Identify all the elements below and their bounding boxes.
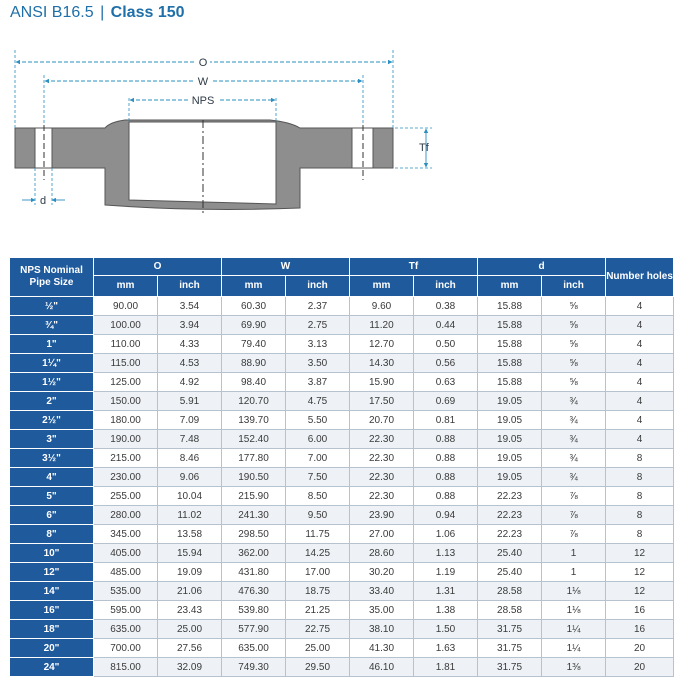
tf-inch-cell: 0.38: [414, 297, 478, 316]
w-mm-cell: 88.90: [222, 354, 286, 373]
tf-inch-cell: 1.19: [414, 563, 478, 582]
nps-cell: 5": [10, 487, 94, 506]
w-mm-cell: 69.90: [222, 316, 286, 335]
o-inch-cell: 7.48: [158, 430, 222, 449]
nps-cell: 18": [10, 620, 94, 639]
holes-cell: 12: [606, 563, 674, 582]
holes-cell: 8: [606, 506, 674, 525]
w-inch-cell: 14.25: [286, 544, 350, 563]
o-inch-cell: 3.54: [158, 297, 222, 316]
o-inch-cell: 4.53: [158, 354, 222, 373]
holes-cell: 8: [606, 468, 674, 487]
d-mm-cell: 19.05: [478, 430, 542, 449]
tf-inch-cell: 0.56: [414, 354, 478, 373]
o-inch-cell: 4.92: [158, 373, 222, 392]
w-inch-cell: 22.75: [286, 620, 350, 639]
w-mm-cell: 98.40: [222, 373, 286, 392]
o-inch-cell: 27.56: [158, 639, 222, 658]
w-mm-cell: 79.40: [222, 335, 286, 354]
holes-cell: 4: [606, 392, 674, 411]
tf-mm-cell: 9.60: [350, 297, 414, 316]
holes-cell: 8: [606, 449, 674, 468]
tf-mm-cell: 41.30: [350, 639, 414, 658]
d-mm-cell: 15.88: [478, 373, 542, 392]
d-inch-cell: ¾: [542, 411, 606, 430]
w-inch-cell: 21.25: [286, 601, 350, 620]
o-mm-cell: 635.00: [94, 620, 158, 639]
nps-cell: 24": [10, 658, 94, 677]
o-inch-cell: 9.06: [158, 468, 222, 487]
d-inch-cell: ¾: [542, 392, 606, 411]
o-mm-cell: 100.00: [94, 316, 158, 335]
tf-mm-cell: 27.00: [350, 525, 414, 544]
w-inch-cell: 11.75: [286, 525, 350, 544]
d-inch-cell: ¾: [542, 430, 606, 449]
o-mm-cell: 255.00: [94, 487, 158, 506]
d-inch-cell: 1⅜: [542, 658, 606, 677]
holes-cell: 4: [606, 411, 674, 430]
tf-inch-cell: 0.63: [414, 373, 478, 392]
tf-inch-cell: 0.88: [414, 468, 478, 487]
d-mm-cell: 15.88: [478, 316, 542, 335]
holes-cell: 12: [606, 582, 674, 601]
tf-mm-cell: 35.00: [350, 601, 414, 620]
nps-cell: 20": [10, 639, 94, 658]
o-inch-cell: 21.06: [158, 582, 222, 601]
d-mm-cell: 19.05: [478, 411, 542, 430]
tf-inch-cell: 1.06: [414, 525, 478, 544]
d-inch-cell: ⅝: [542, 335, 606, 354]
tf-mm-cell: 30.20: [350, 563, 414, 582]
holes-cell: 16: [606, 620, 674, 639]
tf-inch-cell: 1.13: [414, 544, 478, 563]
w-inch-cell: 5.50: [286, 411, 350, 430]
w-mm-cell: 139.70: [222, 411, 286, 430]
w-inch-cell: 29.50: [286, 658, 350, 677]
unit-header: mm: [222, 276, 286, 297]
tf-mm-cell: 23.90: [350, 506, 414, 525]
tf-inch-cell: 1.31: [414, 582, 478, 601]
holes-header: Number holes: [606, 258, 674, 297]
group-header-w: W: [222, 258, 350, 276]
w-mm-cell: 152.40: [222, 430, 286, 449]
tf-mm-cell: 28.60: [350, 544, 414, 563]
d-inch-cell: ⅞: [542, 525, 606, 544]
tf-mm-cell: 11.20: [350, 316, 414, 335]
nps-cell: 12": [10, 563, 94, 582]
d-inch-cell: ⅝: [542, 354, 606, 373]
unit-header: mm: [94, 276, 158, 297]
d-mm-cell: 22.23: [478, 506, 542, 525]
tf-mm-cell: 22.30: [350, 430, 414, 449]
table-row: [10, 487, 674, 506]
w-inch-cell: 3.87: [286, 373, 350, 392]
w-inch-cell: 2.37: [286, 297, 350, 316]
w-inch-cell: 9.50: [286, 506, 350, 525]
table-row: [10, 525, 674, 544]
o-mm-cell: 485.00: [94, 563, 158, 582]
table-row: [10, 449, 674, 468]
w-mm-cell: 241.30: [222, 506, 286, 525]
nps-cell: 1": [10, 335, 94, 354]
d-inch-cell: 1¼: [542, 639, 606, 658]
d-inch-cell: ¾: [542, 449, 606, 468]
table-row: [10, 620, 674, 639]
w-inch-cell: 4.75: [286, 392, 350, 411]
w-mm-cell: 539.80: [222, 601, 286, 620]
table-row: [10, 506, 674, 525]
w-inch-cell: 25.00: [286, 639, 350, 658]
tf-inch-cell: 1.50: [414, 620, 478, 639]
d-mm-cell: 25.40: [478, 563, 542, 582]
w-mm-cell: 635.00: [222, 639, 286, 658]
w-inch-cell: 7.50: [286, 468, 350, 487]
holes-cell: 4: [606, 316, 674, 335]
w-mm-cell: 120.70: [222, 392, 286, 411]
o-mm-cell: 190.00: [94, 430, 158, 449]
d-inch-cell: 1: [542, 544, 606, 563]
nps-cell: 2½": [10, 411, 94, 430]
table-row: [10, 335, 674, 354]
tf-mm-cell: 17.50: [350, 392, 414, 411]
o-mm-cell: 150.00: [94, 392, 158, 411]
holes-cell: 4: [606, 430, 674, 449]
d-mm-cell: 28.58: [478, 582, 542, 601]
holes-cell: 4: [606, 297, 674, 316]
o-inch-cell: 11.02: [158, 506, 222, 525]
o-mm-cell: 180.00: [94, 411, 158, 430]
d-mm-cell: 22.23: [478, 487, 542, 506]
tf-inch-cell: 1.81: [414, 658, 478, 677]
d-inch-cell: 1: [542, 563, 606, 582]
d-inch-cell: ⅝: [542, 373, 606, 392]
nps-cell: 6": [10, 506, 94, 525]
w-inch-cell: 2.75: [286, 316, 350, 335]
group-header-tf: Tf: [350, 258, 478, 276]
o-mm-cell: 535.00: [94, 582, 158, 601]
tf-mm-cell: 46.10: [350, 658, 414, 677]
table-row: [10, 354, 674, 373]
tf-mm-cell: 22.30: [350, 468, 414, 487]
nps-cell: 1¼": [10, 354, 94, 373]
w-mm-cell: 215.90: [222, 487, 286, 506]
nps-cell: ¾": [10, 316, 94, 335]
tf-mm-cell: 22.30: [350, 487, 414, 506]
nps-dimension-label: NPS: [191, 95, 215, 107]
w-mm-cell: 60.30: [222, 297, 286, 316]
holes-cell: 20: [606, 639, 674, 658]
tf-mm-cell: 12.70: [350, 335, 414, 354]
o-mm-cell: 215.00: [94, 449, 158, 468]
w-mm-cell: 298.50: [222, 525, 286, 544]
d-inch-cell: ⅞: [542, 506, 606, 525]
nps-cell: 3": [10, 430, 94, 449]
standard-label: ANSI B16.5: [10, 4, 94, 21]
unit-header: inch: [414, 276, 478, 297]
holes-cell: 8: [606, 525, 674, 544]
tf-inch-cell: 0.88: [414, 487, 478, 506]
w-mm-cell: 190.50: [222, 468, 286, 487]
d-inch-cell: 1¼: [542, 620, 606, 639]
d-mm-cell: 31.75: [478, 620, 542, 639]
group-header-d: d: [478, 258, 606, 276]
nps-cell: 8": [10, 525, 94, 544]
nps-cell: 2": [10, 392, 94, 411]
tf-dimension-label: Tf: [419, 142, 429, 154]
holes-cell: 4: [606, 335, 674, 354]
d-mm-cell: 15.88: [478, 354, 542, 373]
d-dimension-label: d: [40, 195, 47, 207]
d-mm-cell: 31.75: [478, 658, 542, 677]
table-row: [10, 563, 674, 582]
d-mm-cell: 22.23: [478, 525, 542, 544]
w-mm-cell: 577.90: [222, 620, 286, 639]
tf-mm-cell: 15.90: [350, 373, 414, 392]
tf-mm-cell: 22.30: [350, 449, 414, 468]
tf-inch-cell: 0.69: [414, 392, 478, 411]
tf-inch-cell: 0.81: [414, 411, 478, 430]
nps-cell: 14": [10, 582, 94, 601]
o-mm-cell: 230.00: [94, 468, 158, 487]
class-label: Class 150: [110, 4, 185, 21]
nps-cell: 4": [10, 468, 94, 487]
table-row: [10, 468, 674, 487]
w-mm-cell: 177.80: [222, 449, 286, 468]
table-row: [10, 316, 674, 335]
table-row: [10, 582, 674, 601]
unit-header: mm: [350, 276, 414, 297]
w-inch-cell: 18.75: [286, 582, 350, 601]
title-separator: |: [100, 4, 105, 21]
w-inch-cell: 3.13: [286, 335, 350, 354]
tf-inch-cell: 0.88: [414, 449, 478, 468]
o-inch-cell: 25.00: [158, 620, 222, 639]
tf-mm-cell: 38.10: [350, 620, 414, 639]
w-mm-cell: 431.80: [222, 563, 286, 582]
d-inch-cell: ⅞: [542, 487, 606, 506]
holes-cell: 8: [606, 487, 674, 506]
o-inch-cell: 15.94: [158, 544, 222, 563]
w-inch-cell: 3.50: [286, 354, 350, 373]
o-inch-cell: 19.09: [158, 563, 222, 582]
o-mm-cell: 345.00: [94, 525, 158, 544]
w-inch-cell: 8.50: [286, 487, 350, 506]
o-mm-cell: 110.00: [94, 335, 158, 354]
d-mm-cell: 19.05: [478, 392, 542, 411]
o-inch-cell: 3.94: [158, 316, 222, 335]
w-inch-cell: 17.00: [286, 563, 350, 582]
tf-mm-cell: 14.30: [350, 354, 414, 373]
o-inch-cell: 7.09: [158, 411, 222, 430]
o-mm-cell: 595.00: [94, 601, 158, 620]
o-inch-cell: 8.46: [158, 449, 222, 468]
nps-header: NPS Nominal Pipe Size: [10, 258, 94, 297]
o-inch-cell: 5.91: [158, 392, 222, 411]
w-mm-cell: 362.00: [222, 544, 286, 563]
o-mm-cell: 280.00: [94, 506, 158, 525]
d-inch-cell: ⅝: [542, 297, 606, 316]
o-dimension-label: O: [198, 57, 208, 69]
nps-cell: 1½": [10, 373, 94, 392]
o-inch-cell: 23.43: [158, 601, 222, 620]
d-mm-cell: 15.88: [478, 297, 542, 316]
tf-mm-cell: 20.70: [350, 411, 414, 430]
o-mm-cell: 125.00: [94, 373, 158, 392]
nps-cell: ½": [10, 297, 94, 316]
o-mm-cell: 815.00: [94, 658, 158, 677]
page-title: [10, 4, 185, 22]
o-inch-cell: 10.04: [158, 487, 222, 506]
table-row: [10, 430, 674, 449]
unit-header: mm: [478, 276, 542, 297]
o-inch-cell: 4.33: [158, 335, 222, 354]
tf-inch-cell: 0.88: [414, 430, 478, 449]
tf-mm-cell: 33.40: [350, 582, 414, 601]
unit-header: inch: [542, 276, 606, 297]
d-mm-cell: 25.40: [478, 544, 542, 563]
flange-diagram: [0, 30, 460, 220]
table-row: [10, 392, 674, 411]
tf-inch-cell: 0.50: [414, 335, 478, 354]
d-mm-cell: 19.05: [478, 449, 542, 468]
unit-header: inch: [286, 276, 350, 297]
o-mm-cell: 405.00: [94, 544, 158, 563]
d-mm-cell: 28.58: [478, 601, 542, 620]
table-row: [10, 411, 674, 430]
tf-inch-cell: 1.63: [414, 639, 478, 658]
holes-cell: 16: [606, 601, 674, 620]
table-row: [10, 601, 674, 620]
d-inch-cell: ¾: [542, 468, 606, 487]
w-mm-cell: 749.30: [222, 658, 286, 677]
o-mm-cell: 700.00: [94, 639, 158, 658]
d-inch-cell: ⅝: [542, 316, 606, 335]
w-mm-cell: 476.30: [222, 582, 286, 601]
holes-cell: 20: [606, 658, 674, 677]
d-inch-cell: 1⅛: [542, 601, 606, 620]
class150-dimensions-table: [9, 257, 674, 677]
d-inch-cell: 1⅛: [542, 582, 606, 601]
nps-cell: 3½": [10, 449, 94, 468]
tf-inch-cell: 0.44: [414, 316, 478, 335]
tf-inch-cell: 1.38: [414, 601, 478, 620]
d-mm-cell: 31.75: [478, 639, 542, 658]
group-header-o: O: [94, 258, 222, 276]
table-row: [10, 297, 674, 316]
holes-cell: 4: [606, 373, 674, 392]
holes-cell: 4: [606, 354, 674, 373]
o-mm-cell: 115.00: [94, 354, 158, 373]
o-inch-cell: 32.09: [158, 658, 222, 677]
nps-cell: 10": [10, 544, 94, 563]
table-row: [10, 658, 674, 677]
table-row: [10, 639, 674, 658]
nps-cell: 16": [10, 601, 94, 620]
o-inch-cell: 13.58: [158, 525, 222, 544]
w-inch-cell: 6.00: [286, 430, 350, 449]
w-inch-cell: 7.00: [286, 449, 350, 468]
table-row: [10, 544, 674, 563]
tf-inch-cell: 0.94: [414, 506, 478, 525]
w-dimension-label: W: [197, 76, 209, 88]
unit-header: inch: [158, 276, 222, 297]
holes-cell: 12: [606, 544, 674, 563]
table-row: [10, 373, 674, 392]
d-mm-cell: 19.05: [478, 468, 542, 487]
o-mm-cell: 90.00: [94, 297, 158, 316]
d-mm-cell: 15.88: [478, 335, 542, 354]
